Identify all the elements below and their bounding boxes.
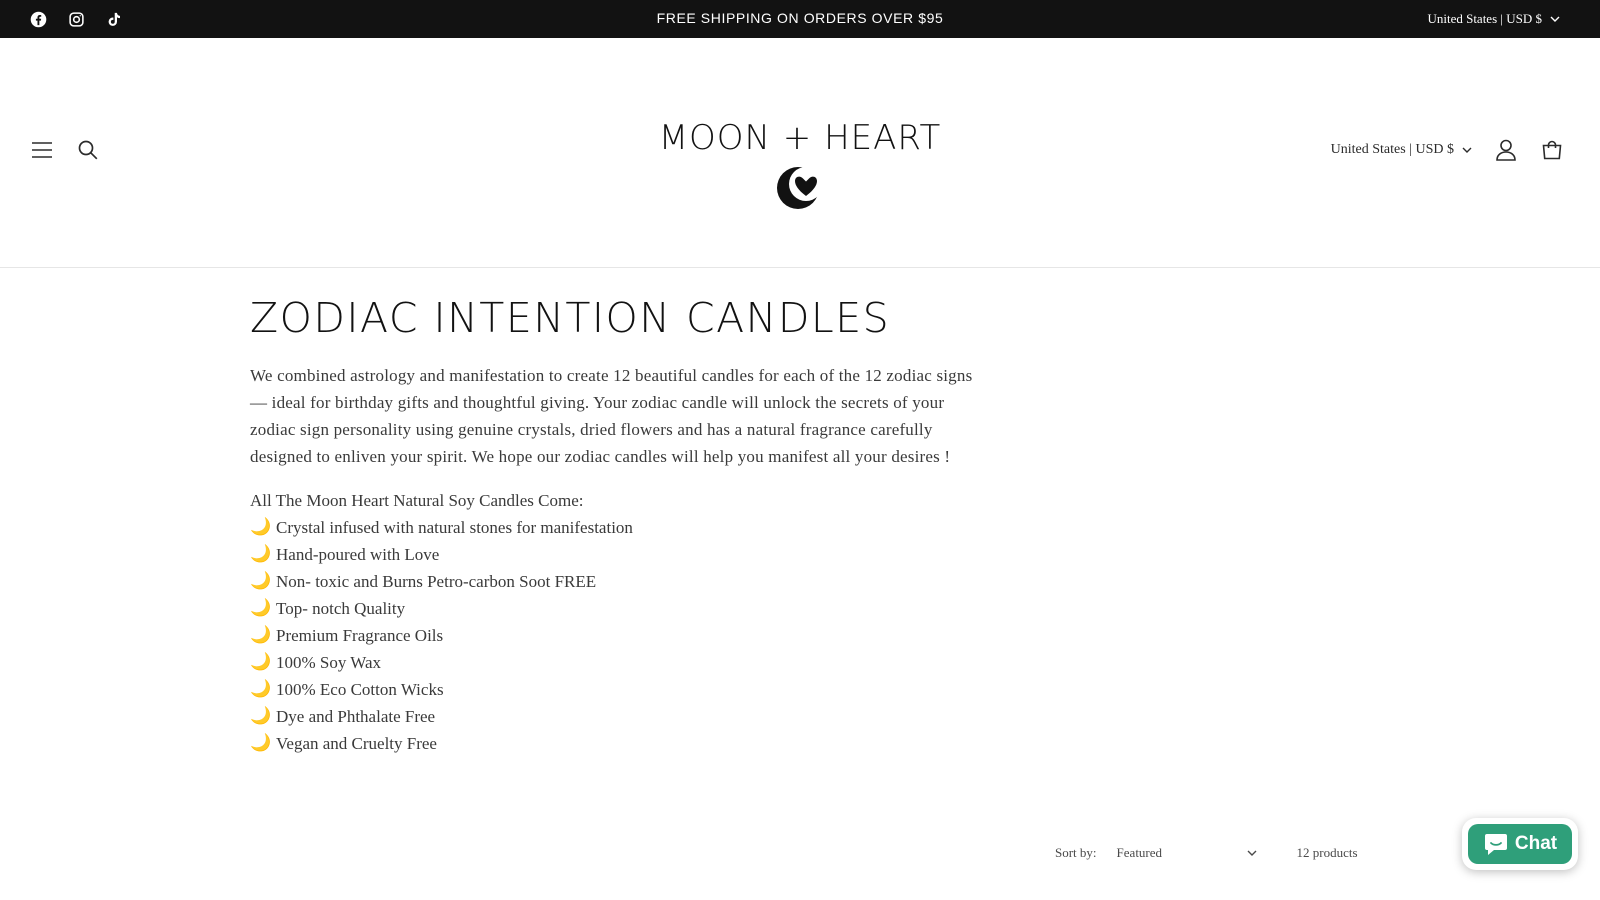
list-item: 🌙 Non- toxic and Burns Petro-carbon Soot FREE — [250, 568, 990, 595]
chat-label: Chat — [1514, 833, 1558, 854]
announcement-text: FREE SHIPPING ON ORDERS OVER $95 — [656, 10, 944, 26]
features-list — [250, 514, 990, 757]
cart-icon[interactable] — [1540, 138, 1564, 162]
list-item: 🌙 Premium Fragrance Oils — [250, 622, 990, 649]
list-item: 🌙 Dye and Phthalate Free — [250, 703, 990, 730]
sort-label: Sort by: — [1055, 845, 1097, 860]
crescent-moon-icon: 🌙 — [250, 598, 272, 619]
collection-content — [250, 295, 990, 757]
crescent-moon-icon: 🌙 — [250, 544, 272, 565]
chat-bubble-icon — [1483, 832, 1509, 856]
sort-selected-value: Featured — [1116, 845, 1163, 860]
locale-selector[interactable] — [1331, 142, 1472, 158]
crescent-moon-icon: 🌙 — [250, 733, 272, 754]
list-item: 🌙 Hand-poured with Love — [250, 541, 990, 568]
announcement-bar — [0, 0, 1600, 38]
crescent-moon-icon: 🌙 — [250, 571, 272, 592]
search-icon[interactable] — [76, 138, 100, 162]
list-item: 🌙 Top- notch Quality — [250, 595, 990, 622]
announcement-locale-label: United States | USD $ — [1427, 11, 1542, 26]
list-item: 🌙 Vegan and Cruelty Free — [250, 730, 990, 757]
crescent-moon-icon: 🌙 — [250, 652, 272, 673]
features-intro: All The Moon Heart Natural Soy Candles Come: — [250, 491, 584, 511]
chat-button[interactable] — [1462, 818, 1578, 870]
collection-description: We combined astrology and manifestation to create 12 beautiful candles for each of the 12 zodiac signs — ideal for birthday gifts and thoughtful giving. Your zodiac candle will unlock the secrets of your zodiac sign personality using genuine crystals, dried flowers and has a natural fragrance carefully designed to enliven your spirit. We hope our zodiac candles will help you manifest all your desires ! — [250, 366, 973, 467]
logo-text: MOON + HEART — [658, 118, 942, 158]
site-logo[interactable] — [600, 118, 1000, 212]
product-count: 12 products — [1296, 845, 1358, 860]
chat-button-inner — [1468, 824, 1572, 864]
crescent-moon-icon: 🌙 — [250, 706, 272, 727]
site-header — [0, 38, 1600, 268]
announcement-locale-selector[interactable] — [1427, 11, 1560, 27]
locale-label: United States | USD $ — [1330, 142, 1454, 157]
account-icon[interactable] — [1494, 138, 1518, 162]
crescent-moon-icon: 🌙 — [250, 517, 272, 538]
sort-bar — [1055, 845, 1358, 861]
page-title: ZODIAC INTENTION CANDLES — [250, 294, 891, 342]
list-item: 🌙 100% Soy Wax — [250, 649, 990, 676]
list-item: 🌙 100% Eco Cotton Wicks — [250, 676, 990, 703]
sort-select[interactable] — [1117, 845, 1257, 861]
chevron-down-icon — [1462, 147, 1472, 153]
menu-icon[interactable] — [30, 138, 54, 162]
moon-heart-logo-icon — [776, 164, 824, 212]
chevron-down-icon — [1550, 16, 1560, 22]
chevron-down-icon — [1247, 850, 1257, 856]
crescent-moon-icon: 🌙 — [250, 625, 272, 646]
crescent-moon-icon: 🌙 — [250, 679, 272, 700]
list-item: 🌙 Crystal infused with natural stones for manifestation — [250, 514, 990, 541]
